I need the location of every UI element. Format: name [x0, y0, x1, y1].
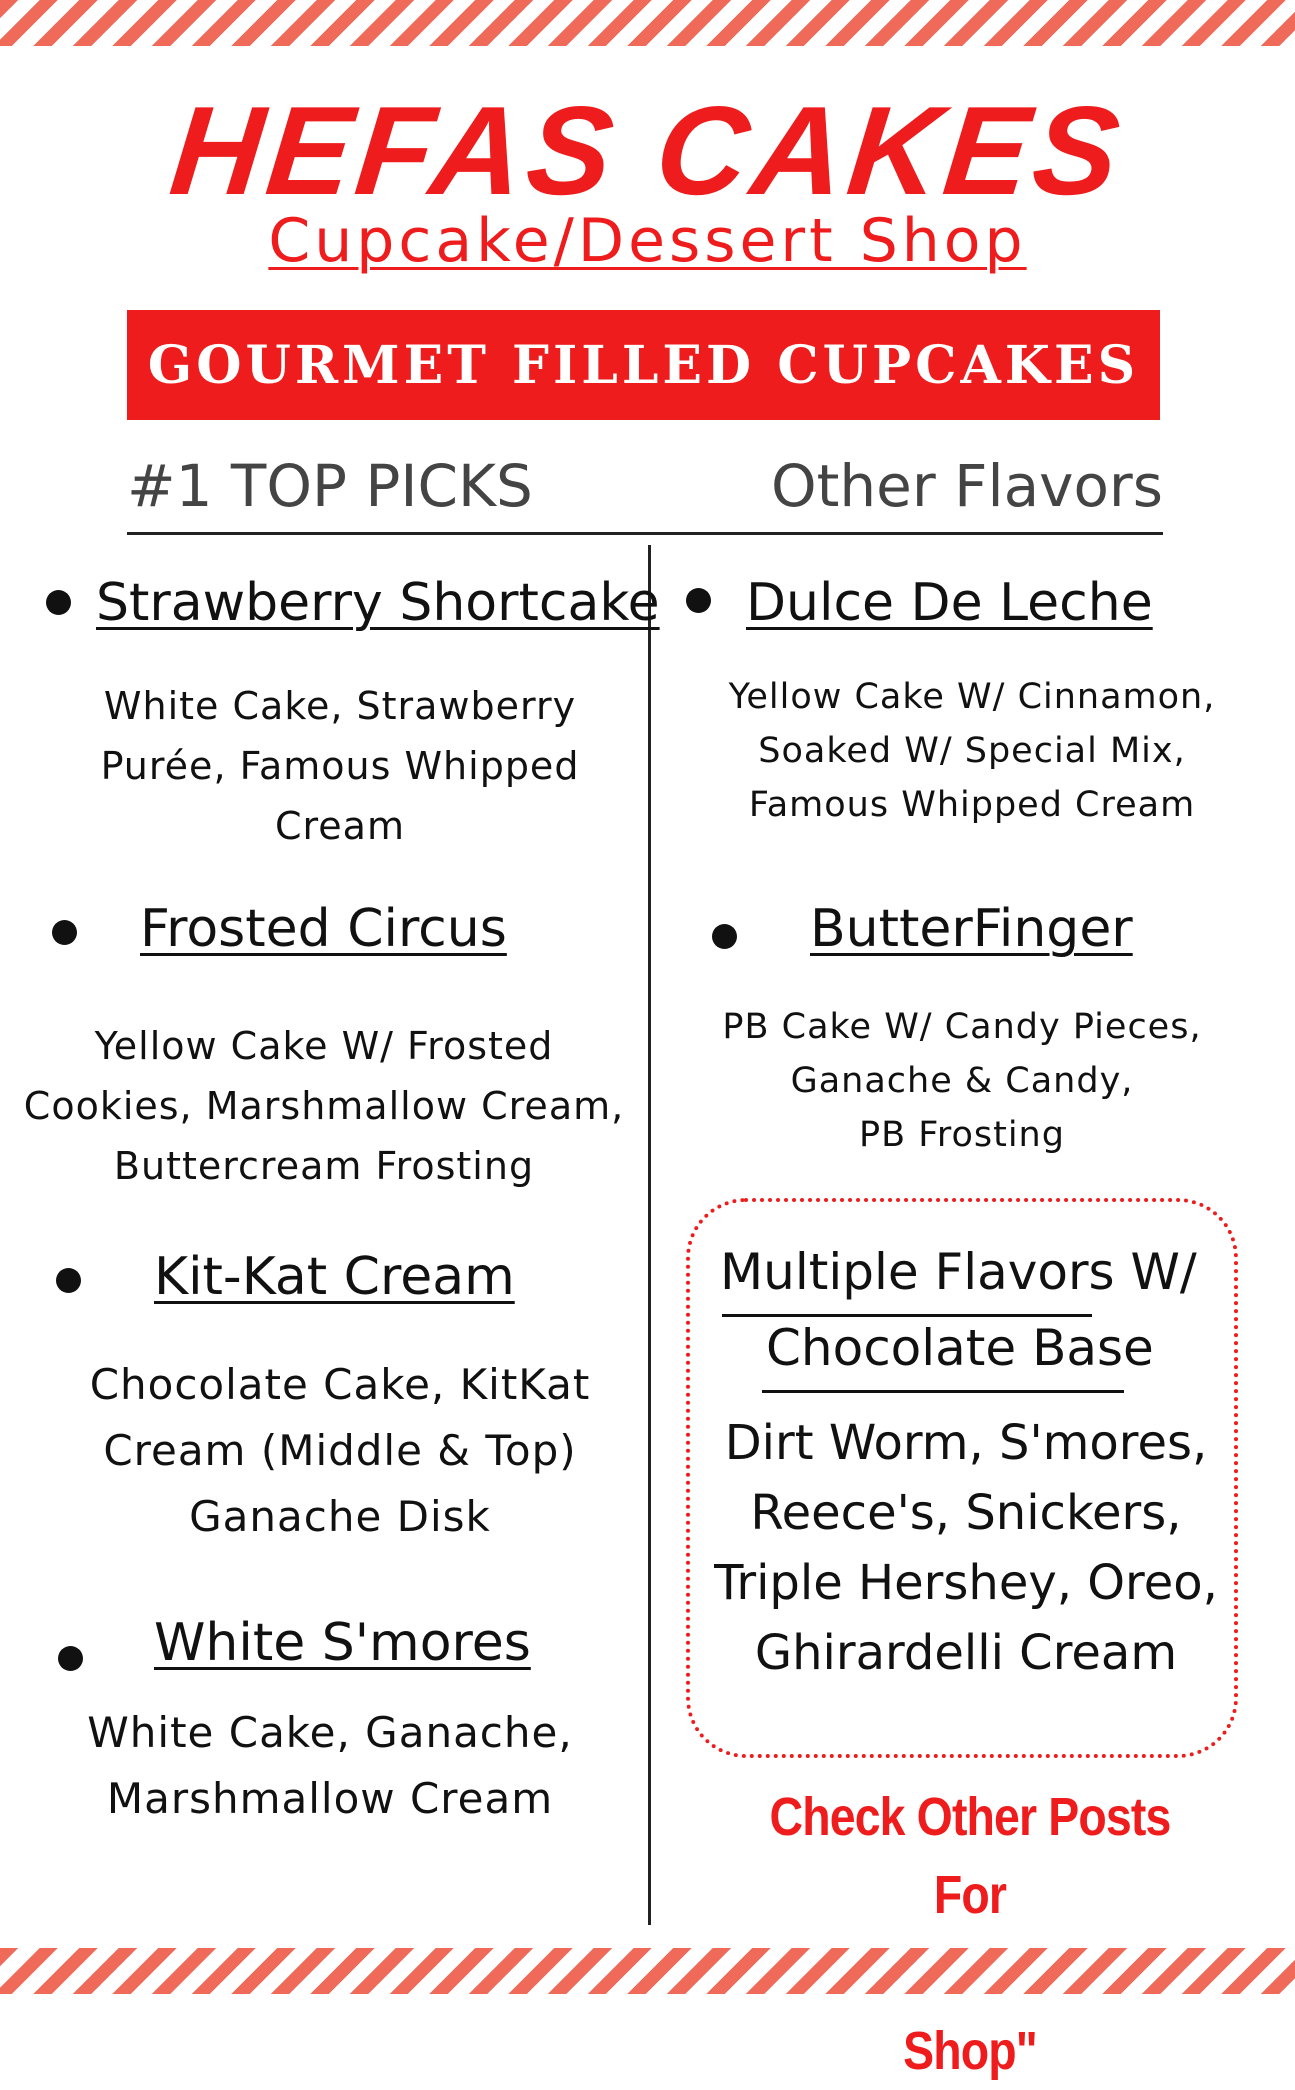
flavor-description: Yellow Cake W/ Cinnamon, Soaked W/ Special Mix, Famous Whipped Cream	[728, 677, 1216, 825]
column-divider	[648, 545, 651, 1925]
flavor-description: White Cake, Strawberry Purée, Famous Whipped Cream	[100, 684, 580, 848]
top-stripe-border	[0, 0, 1295, 46]
promo-note: Check Other Posts For Shop"	[769, 1787, 1171, 2081]
multi-heading-line1: Multiple Flavors W/	[720, 1243, 1197, 1301]
flavor-name: ButterFinger	[810, 899, 1133, 959]
multi-flavor-list: Dirt Worm, S'mores, Reece's, Snickers, Triple Hershey, Oreo, Ghirardelli Cream	[714, 1415, 1218, 1681]
bullet-icon	[712, 924, 737, 949]
multiple-flavors-box	[686, 1198, 1238, 1758]
flavor-description: Chocolate Cake, KitKat Cream (Middle & Top) Ganache Disk	[89, 1360, 591, 1541]
flavor-name: White S'mores	[154, 1613, 531, 1673]
bullet-icon	[52, 920, 77, 945]
heading-rule	[127, 532, 1163, 535]
flavor-name: Strawberry Shortcake	[96, 573, 660, 633]
flavor-name: Dulce De Leche	[746, 573, 1153, 633]
bullet-icon	[686, 588, 711, 613]
bullet-icon	[46, 590, 71, 615]
multi-heading-line2: Chocolate Base	[766, 1319, 1154, 1377]
banner-label: GOURMET FILLED CUPCAKES	[147, 334, 1140, 396]
top-picks-heading: #1 TOP PICKS	[127, 452, 533, 520]
multi-heading-rule	[762, 1390, 1124, 1393]
other-flavors-heading: Other Flavors	[770, 452, 1163, 520]
bullet-icon	[58, 1646, 83, 1671]
multi-heading-rule	[722, 1314, 1092, 1317]
flavor-description: Yellow Cake W/ Frosted Cookies, Marshmallow Cream, Buttercream Frosting	[23, 1024, 625, 1188]
shop-subtitle: Cupcake/Dessert Shop	[268, 206, 1027, 276]
flavor-description: White Cake, Ganache, Marshmallow Cream	[87, 1708, 573, 1823]
bottom-stripe-border	[0, 1948, 1295, 1994]
flavor-name: Frosted Circus	[140, 899, 507, 959]
flavor-name: Kit-Kat Cream	[154, 1247, 515, 1307]
bullet-icon	[56, 1268, 81, 1293]
category-banner	[127, 310, 1160, 420]
flavor-description: PB Cake W/ Candy Pieces, Ganache & Candy, PB Frosting	[722, 1007, 1202, 1155]
brand-title: HEFAS CAKES	[164, 80, 1131, 221]
